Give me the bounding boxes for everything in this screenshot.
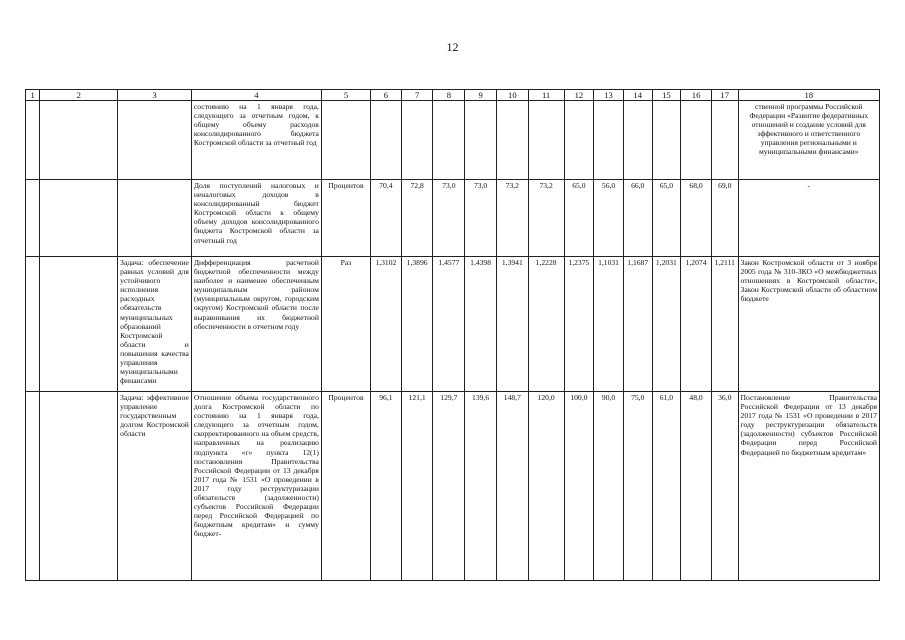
value-cell: 68,0 bbox=[681, 180, 712, 257]
value-cell bbox=[711, 101, 738, 180]
header-cell: 16 bbox=[681, 90, 712, 101]
header-cell: 1 bbox=[26, 90, 40, 101]
header-cell: 11 bbox=[528, 90, 564, 101]
value-cell: 1,2074 bbox=[681, 257, 712, 392]
value-cell: 1,2375 bbox=[564, 257, 594, 392]
value-cell: 73,2 bbox=[496, 180, 528, 257]
value-cell: 139,6 bbox=[465, 392, 497, 581]
column-number-row bbox=[26, 90, 880, 101]
table-row bbox=[26, 257, 880, 392]
row-number-cell bbox=[26, 257, 40, 392]
value-cell: 48,0 bbox=[681, 392, 712, 581]
header-cell: 12 bbox=[564, 90, 594, 101]
value-cell: 73,0 bbox=[433, 180, 465, 257]
value-cell: 1,3941 bbox=[496, 257, 528, 392]
header-cell: 8 bbox=[433, 90, 465, 101]
unit-cell: Процентов bbox=[321, 392, 370, 581]
header-cell: 3 bbox=[118, 90, 192, 101]
value-cell: 1,4398 bbox=[465, 257, 497, 392]
value-cell: 69,0 bbox=[711, 180, 738, 257]
value-cell: 121,1 bbox=[401, 392, 433, 581]
header-cell: 7 bbox=[401, 90, 433, 101]
value-cell: 73,2 bbox=[528, 180, 564, 257]
header-cell: 2 bbox=[40, 90, 118, 101]
value-cell: 1,3896 bbox=[401, 257, 433, 392]
header-cell: 15 bbox=[652, 90, 681, 101]
program-cell bbox=[40, 101, 118, 180]
value-cell: 1,4577 bbox=[433, 257, 465, 392]
value-cell: 56,0 bbox=[594, 180, 624, 257]
program-cell bbox=[40, 180, 118, 257]
value-cell bbox=[652, 101, 681, 180]
header-cell: 5 bbox=[321, 90, 370, 101]
page-number: 12 bbox=[446, 40, 459, 54]
value-cell: 100,0 bbox=[564, 392, 594, 581]
value-cell: 1,2111 bbox=[711, 257, 738, 392]
unit-cell: Раз bbox=[321, 257, 370, 392]
value-cell: 90,0 bbox=[594, 392, 624, 581]
value-cell: 120,0 bbox=[528, 392, 564, 581]
value-cell bbox=[528, 101, 564, 180]
value-cell: 148,7 bbox=[496, 392, 528, 581]
indicator-cell: Доля поступлений налоговых и неналоговых доходов в консолидированный бюджет Костромской области к общему объему доходов консолидированного бюджета Костромской области за отчетный год bbox=[191, 180, 321, 257]
task-cell: Задача: обеспечение равных условий для устойчивого исполнения расходных обязательств муниципальных образований Костромской области и повышения качества управления муниципальными финансами bbox=[118, 257, 192, 392]
value-cell: 1,3102 bbox=[371, 257, 402, 392]
value-cell bbox=[623, 101, 652, 180]
value-cell bbox=[564, 101, 594, 180]
value-cell: 1,1687 bbox=[623, 257, 652, 392]
unit-cell: Процентов bbox=[321, 180, 370, 257]
basis-cell: - bbox=[738, 180, 879, 257]
value-cell: 1,2031 bbox=[652, 257, 681, 392]
indicator-cell: состоянию на 1 января года, следующего за отчетным годом, к общему объему расходов консолидированного бюджета Костромской области за отчетный год bbox=[191, 101, 321, 180]
value-cell bbox=[496, 101, 528, 180]
value-cell bbox=[401, 101, 433, 180]
basis-cell: Постановление Правительства Российской Федерации от 13 декабря 2017 года № 1531 «О проведении в 2017 году реструктуризации обязательств (задолженности) субъектов Российской Федерации перед Российской Федерацией по бюджетным кредитам» bbox=[738, 392, 879, 581]
value-cell: 73,0 bbox=[465, 180, 497, 257]
value-cell: 129,7 bbox=[433, 392, 465, 581]
header-cell: 6 bbox=[371, 90, 402, 101]
row-number-cell bbox=[26, 180, 40, 257]
indicators-table bbox=[25, 89, 880, 581]
value-cell: 1,1031 bbox=[594, 257, 624, 392]
row-number-cell bbox=[26, 392, 40, 581]
basis-cell: ственной программы Российской Федерации «Развитие федеративных отношений и создание условий для эффективного и ответственного управления региональными и муниципальными финансами» bbox=[738, 101, 879, 180]
indicator-cell: Дифференциация расчетной бюджетной обеспеченности между наиболее и наименее обеспеченным муниципальным районом (муниципальным округом, городским округом) Костромской области после выравнивания их бюджетной обеспеченности в отчетном году bbox=[191, 257, 321, 392]
task-cell: Задача: эффективное управление государственным долгом Костромской области bbox=[118, 392, 192, 581]
header-cell: 4 bbox=[191, 90, 321, 101]
value-cell: 66,0 bbox=[623, 180, 652, 257]
header-cell: 9 bbox=[465, 90, 497, 101]
table-row bbox=[26, 180, 880, 257]
task-cell bbox=[118, 180, 192, 257]
row-number-cell bbox=[26, 101, 40, 180]
basis-cell: Закон Костромской области от 3 ноября 2005 года № 310-ЗКО «О межбюджетных отношениях в Костромской области», Закон Костромской области об областном бюджете bbox=[738, 257, 879, 392]
program-cell bbox=[40, 392, 118, 581]
value-cell: 61,0 bbox=[652, 392, 681, 581]
value-cell: 1,2228 bbox=[528, 257, 564, 392]
header-cell: 18 bbox=[738, 90, 879, 101]
value-cell bbox=[594, 101, 624, 180]
header-cell: 17 bbox=[711, 90, 738, 101]
value-cell bbox=[433, 101, 465, 180]
value-cell: 75,0 bbox=[623, 392, 652, 581]
value-cell: 72,8 bbox=[401, 180, 433, 257]
value-cell: 65,0 bbox=[652, 180, 681, 257]
header-cell: 14 bbox=[623, 90, 652, 101]
table-row bbox=[26, 101, 880, 180]
value-cell: 36,0 bbox=[711, 392, 738, 581]
value-cell: 96,1 bbox=[371, 392, 402, 581]
indicator-cell: Отношение объема государственного долга Костромской области по состоянию на 1 января года, следующего за отчетным годом, скорректированного на объем средств, направленных на реализацию подпункта «г» пункта 12(1) постановления Правительства Российской Федерации от 13 декабря 2017 года № 1531 «О проведении в 2017 году реструктуризации обязательств (задолженности) субъектов Российской Федерации перед Российской Федерацией по бюджетным кредитам» и сумму бюджет- bbox=[191, 392, 321, 581]
value-cell bbox=[465, 101, 497, 180]
value-cell bbox=[371, 101, 402, 180]
value-cell bbox=[681, 101, 712, 180]
unit-cell bbox=[321, 101, 370, 180]
value-cell: 70,4 bbox=[371, 180, 402, 257]
program-cell bbox=[40, 257, 118, 392]
value-cell: 65,0 bbox=[564, 180, 594, 257]
header-cell: 13 bbox=[594, 90, 624, 101]
table-row bbox=[26, 392, 880, 581]
header-cell: 10 bbox=[496, 90, 528, 101]
task-cell bbox=[118, 101, 192, 180]
